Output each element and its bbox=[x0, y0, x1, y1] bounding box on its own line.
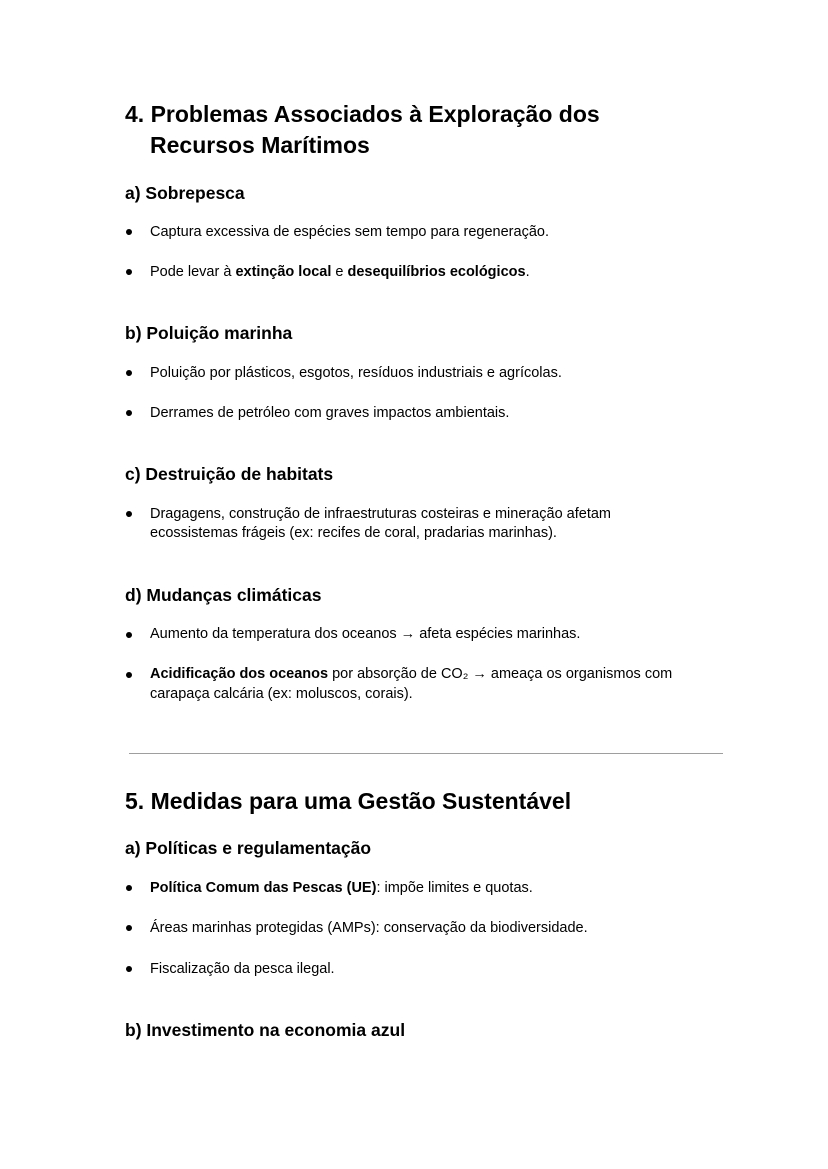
list-item: Acidificação dos oceanos por absorção de CO₂ → ameaça os organismos com bbox=[150, 666, 673, 682]
bullet-icon bbox=[126, 229, 132, 235]
section-5b-heading: b) Investimento na economia azul bbox=[125, 1020, 406, 1040]
section-4-title-line1: 4. Problemas Associados à Exploração dos bbox=[125, 101, 600, 127]
list-item-continuation: carapaça calcária (ex: moluscos, corais). bbox=[150, 686, 413, 702]
bullet-icon bbox=[126, 672, 132, 678]
section-5a-heading: a) Políticas e regulamentação bbox=[125, 838, 372, 858]
list-item: Aumento da temperatura dos oceanos → afeta espécies marinhas. bbox=[150, 626, 581, 642]
bullet-icon bbox=[126, 370, 132, 376]
section-4a-heading: a) Sobrepesca bbox=[125, 183, 245, 203]
bullet-icon bbox=[126, 885, 132, 891]
section-4-title-line2: Recursos Marítimos bbox=[150, 132, 370, 158]
bullet-icon bbox=[126, 925, 132, 931]
section-4d-heading: d) Mudanças climáticas bbox=[125, 585, 322, 605]
bullet-icon bbox=[126, 410, 132, 416]
list-item: Poluição por plásticos, esgotos, resíduos industriais e agrícolas. bbox=[150, 365, 562, 381]
list-item: Fiscalização da pesca ilegal. bbox=[150, 961, 335, 977]
section-4b-heading: b) Poluição marinha bbox=[125, 323, 293, 343]
list-item-continuation: ecossistemas frágeis (ex: recifes de coral, pradarias marinhas). bbox=[150, 525, 557, 541]
bullet-icon bbox=[126, 511, 132, 517]
list-item: Pode levar à extinção local e desequilíbrios ecológicos. bbox=[150, 264, 530, 280]
bullet-icon bbox=[126, 966, 132, 972]
list-item: Dragagens, construção de infraestruturas costeiras e mineração afetam bbox=[150, 506, 612, 522]
list-item: Derrames de petróleo com graves impactos ambientais. bbox=[150, 405, 510, 421]
section-4c-heading: c) Destruição de habitats bbox=[125, 464, 334, 484]
horizontal-divider bbox=[129, 753, 723, 754]
bullet-icon bbox=[126, 632, 132, 638]
list-item: Captura excessiva de espécies sem tempo para regeneração. bbox=[150, 224, 549, 240]
list-item: Política Comum das Pescas (UE): impõe limites e quotas. bbox=[150, 880, 533, 896]
list-item: Áreas marinhas protegidas (AMPs): conservação da biodiversidade. bbox=[150, 920, 588, 936]
bullet-icon bbox=[126, 269, 132, 275]
section-5-title: 5. Medidas para uma Gestão Sustentável bbox=[125, 788, 572, 814]
